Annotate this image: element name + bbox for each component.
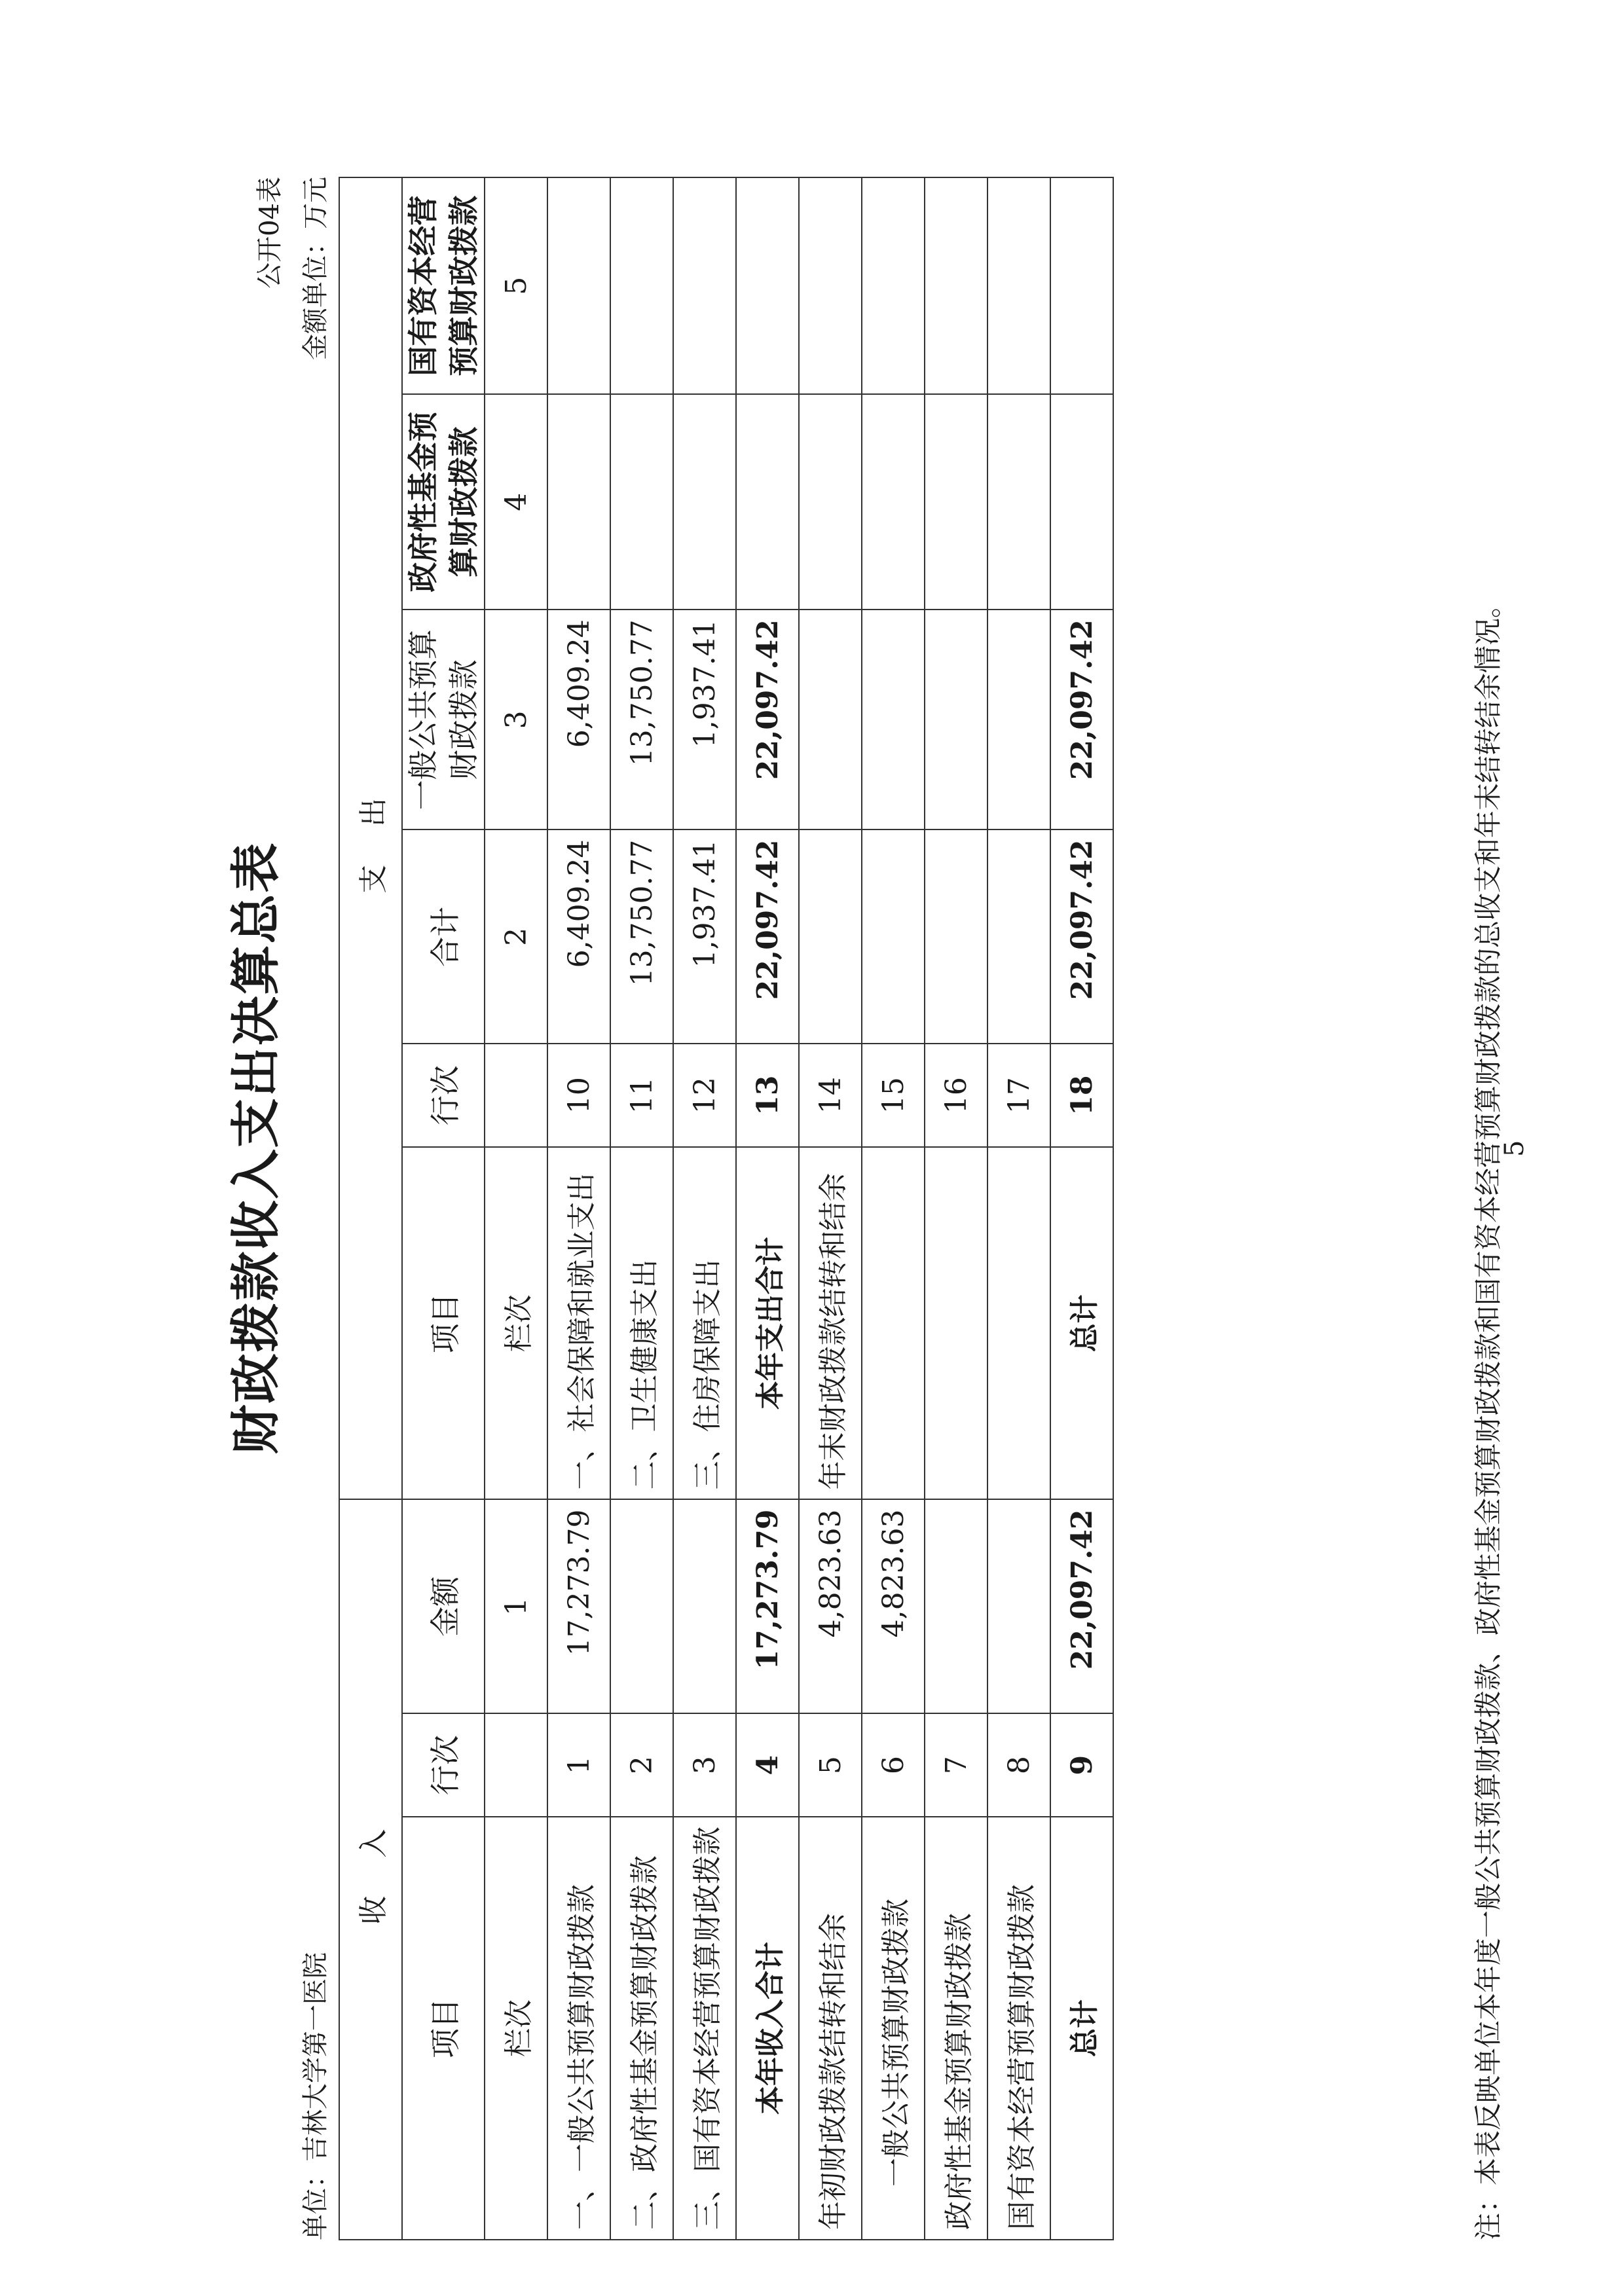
income-row-no: 4 bbox=[736, 1713, 799, 1817]
state-capital-header: 国有资本经营预算财政拨款 bbox=[402, 177, 485, 394]
expense-general: 13,750.77 bbox=[610, 610, 673, 829]
income-item: 二、政府性基金预算财政拨款 bbox=[610, 1817, 673, 2240]
table-row bbox=[799, 177, 862, 2240]
expense-gov-fund bbox=[862, 394, 925, 610]
expense-gov-fund bbox=[736, 394, 799, 610]
income-total-amount: 22,097.42 bbox=[1050, 1499, 1113, 1713]
income-row-no: 2 bbox=[610, 1713, 673, 1817]
expense-gov-fund bbox=[925, 394, 987, 610]
gov-fund-index: 4 bbox=[485, 394, 547, 610]
empty-cell bbox=[485, 1713, 547, 1817]
expense-subtotal-label: 本年支出合计 bbox=[736, 1147, 799, 1499]
expense-total bbox=[862, 829, 925, 1044]
empty-cell bbox=[485, 1044, 547, 1147]
expense-total: 13,750.77 bbox=[610, 829, 673, 1044]
expense-row-no: 11 bbox=[610, 1044, 673, 1147]
expense-item-header: 项目 bbox=[402, 1147, 485, 1499]
income-row-no: 6 bbox=[862, 1713, 925, 1817]
general-budget-header: 一般公共预算财政拨款 bbox=[402, 610, 485, 829]
amount-unit-label: 金额单位：万元 bbox=[301, 177, 331, 360]
income-row-no: 1 bbox=[547, 1713, 610, 1817]
income-item-header: 项目 bbox=[402, 1817, 485, 2240]
income-row-no: 9 bbox=[1050, 1713, 1113, 1817]
expense-gov-fund bbox=[673, 394, 736, 610]
state-capital-index: 5 bbox=[485, 177, 547, 394]
income-index-label: 栏次 bbox=[485, 1817, 547, 2240]
table-row bbox=[862, 177, 925, 2240]
income-section-header: 收 入 bbox=[339, 1499, 402, 2240]
expense-general bbox=[862, 610, 925, 829]
expense-item: 三、住房保障支出 bbox=[673, 1147, 736, 1499]
expense-item bbox=[925, 1147, 987, 1499]
expense-state-capital bbox=[610, 177, 673, 394]
table-row bbox=[673, 177, 736, 2240]
expense-grand-total: 22,097.42 bbox=[1050, 829, 1113, 1044]
unit-label: 单位：吉林大学第一医院 bbox=[301, 1952, 331, 2240]
income-item: 一般公共预算财政拨款 bbox=[862, 1817, 925, 2240]
expense-total-index: 2 bbox=[485, 829, 547, 1044]
expense-total-label: 总计 bbox=[1050, 1147, 1113, 1499]
expense-row-no: 18 bbox=[1050, 1044, 1113, 1147]
income-item: 政府性基金预算财政拨款 bbox=[925, 1817, 987, 2240]
table-row bbox=[925, 177, 987, 2240]
expense-subtotal-total: 22,097.42 bbox=[736, 829, 799, 1044]
form-code: 公开04表 bbox=[255, 177, 285, 289]
expense-row-no: 13 bbox=[736, 1044, 799, 1147]
income-amount bbox=[673, 1499, 736, 1713]
gov-fund-header: 政府性基金预算财政拨款 bbox=[402, 394, 485, 610]
expense-row-no: 16 bbox=[925, 1044, 987, 1147]
income-amount: 17,273.79 bbox=[547, 1499, 610, 1713]
income-amount bbox=[987, 1499, 1050, 1713]
expense-total bbox=[799, 829, 862, 1044]
page-title: 财政拨款收入支出决算总表 bbox=[227, 841, 285, 1455]
footnote: 注：本表反映单位本年度一般公共预算财政拨款、政府性基金预算财政拨款和国有资本经营预算财政拨款的总收支和年末结转结余情况。 bbox=[1472, 590, 1504, 2240]
expense-general bbox=[799, 610, 862, 829]
income-subtotal-amount: 17,273.79 bbox=[736, 1499, 799, 1713]
income-item: 年初财政拨款结转和结余 bbox=[799, 1817, 862, 2240]
expense-item: 年末财政拨款结转和结余 bbox=[799, 1147, 862, 1499]
expense-subtotal-general: 22,097.42 bbox=[736, 610, 799, 829]
expense-row-no: 14 bbox=[799, 1044, 862, 1147]
income-amount bbox=[610, 1499, 673, 1713]
expense-item bbox=[987, 1147, 1050, 1499]
expense-row-no: 17 bbox=[987, 1044, 1050, 1147]
expense-row-no: 15 bbox=[862, 1044, 925, 1147]
income-amount bbox=[925, 1499, 987, 1713]
budget-summary-table bbox=[339, 177, 1114, 2240]
expense-state-capital bbox=[925, 177, 987, 394]
expense-total bbox=[925, 829, 987, 1044]
column-index-row bbox=[485, 177, 547, 2240]
expense-gov-fund bbox=[547, 394, 610, 610]
expense-general: 6,409.24 bbox=[547, 610, 610, 829]
expense-total: 6,409.24 bbox=[547, 829, 610, 1044]
income-total-label: 总计 bbox=[1050, 1817, 1113, 2240]
income-item: 国有资本经营预算财政拨款 bbox=[987, 1817, 1050, 2240]
expense-grand-general: 22,097.42 bbox=[1050, 610, 1113, 829]
income-row-no: 8 bbox=[987, 1713, 1050, 1817]
table-row bbox=[610, 177, 673, 2240]
expense-general: 1,937.41 bbox=[673, 610, 736, 829]
expense-row-no-header: 行次 bbox=[402, 1044, 485, 1147]
expense-state-capital bbox=[987, 177, 1050, 394]
income-row-no: 5 bbox=[799, 1713, 862, 1817]
expense-state-capital bbox=[736, 177, 799, 394]
expense-general bbox=[925, 610, 987, 829]
expense-gov-fund bbox=[987, 394, 1050, 610]
expense-state-capital bbox=[547, 177, 610, 394]
income-amount-header: 金额 bbox=[402, 1499, 485, 1713]
income-amount: 4,823.63 bbox=[862, 1499, 925, 1713]
expense-state-capital bbox=[673, 177, 736, 394]
expense-general bbox=[987, 610, 1050, 829]
expense-state-capital bbox=[799, 177, 862, 394]
subtotal-row bbox=[736, 177, 799, 2240]
expense-row-no: 10 bbox=[547, 1044, 610, 1147]
expense-item bbox=[862, 1147, 925, 1499]
income-amount-index: 1 bbox=[485, 1499, 547, 1713]
section-header-row bbox=[339, 177, 402, 2240]
income-row-no-header: 行次 bbox=[402, 1713, 485, 1817]
expense-gov-fund bbox=[1050, 394, 1113, 610]
income-amount: 4,823.63 bbox=[799, 1499, 862, 1713]
expense-row-no: 12 bbox=[673, 1044, 736, 1147]
income-row-no: 7 bbox=[925, 1713, 987, 1817]
expense-index-label: 栏次 bbox=[485, 1147, 547, 1499]
column-header-row bbox=[402, 177, 485, 2240]
expense-item: 二、卫生健康支出 bbox=[610, 1147, 673, 1499]
expense-gov-fund bbox=[610, 394, 673, 610]
expense-section-header: 支 出 bbox=[339, 177, 402, 1499]
expense-total bbox=[987, 829, 1050, 1044]
expense-state-capital bbox=[862, 177, 925, 394]
expense-state-capital bbox=[1050, 177, 1113, 394]
table-row bbox=[547, 177, 610, 2240]
expense-gov-fund bbox=[799, 394, 862, 610]
expense-total-header: 合计 bbox=[402, 829, 485, 1044]
income-item: 三、国有资本经营预算财政拨款 bbox=[673, 1817, 736, 2240]
income-subtotal-label: 本年收入合计 bbox=[736, 1817, 799, 2240]
page-number: 5 bbox=[1500, 1140, 1530, 1157]
income-item: 一、一般公共预算财政拨款 bbox=[547, 1817, 610, 2240]
expense-item: 一、社会保障和就业支出 bbox=[547, 1147, 610, 1499]
expense-total: 1,937.41 bbox=[673, 829, 736, 1044]
grand-total-row bbox=[1050, 177, 1113, 2240]
table-row bbox=[987, 177, 1050, 2240]
income-row-no: 3 bbox=[673, 1713, 736, 1817]
general-index: 3 bbox=[485, 610, 547, 829]
